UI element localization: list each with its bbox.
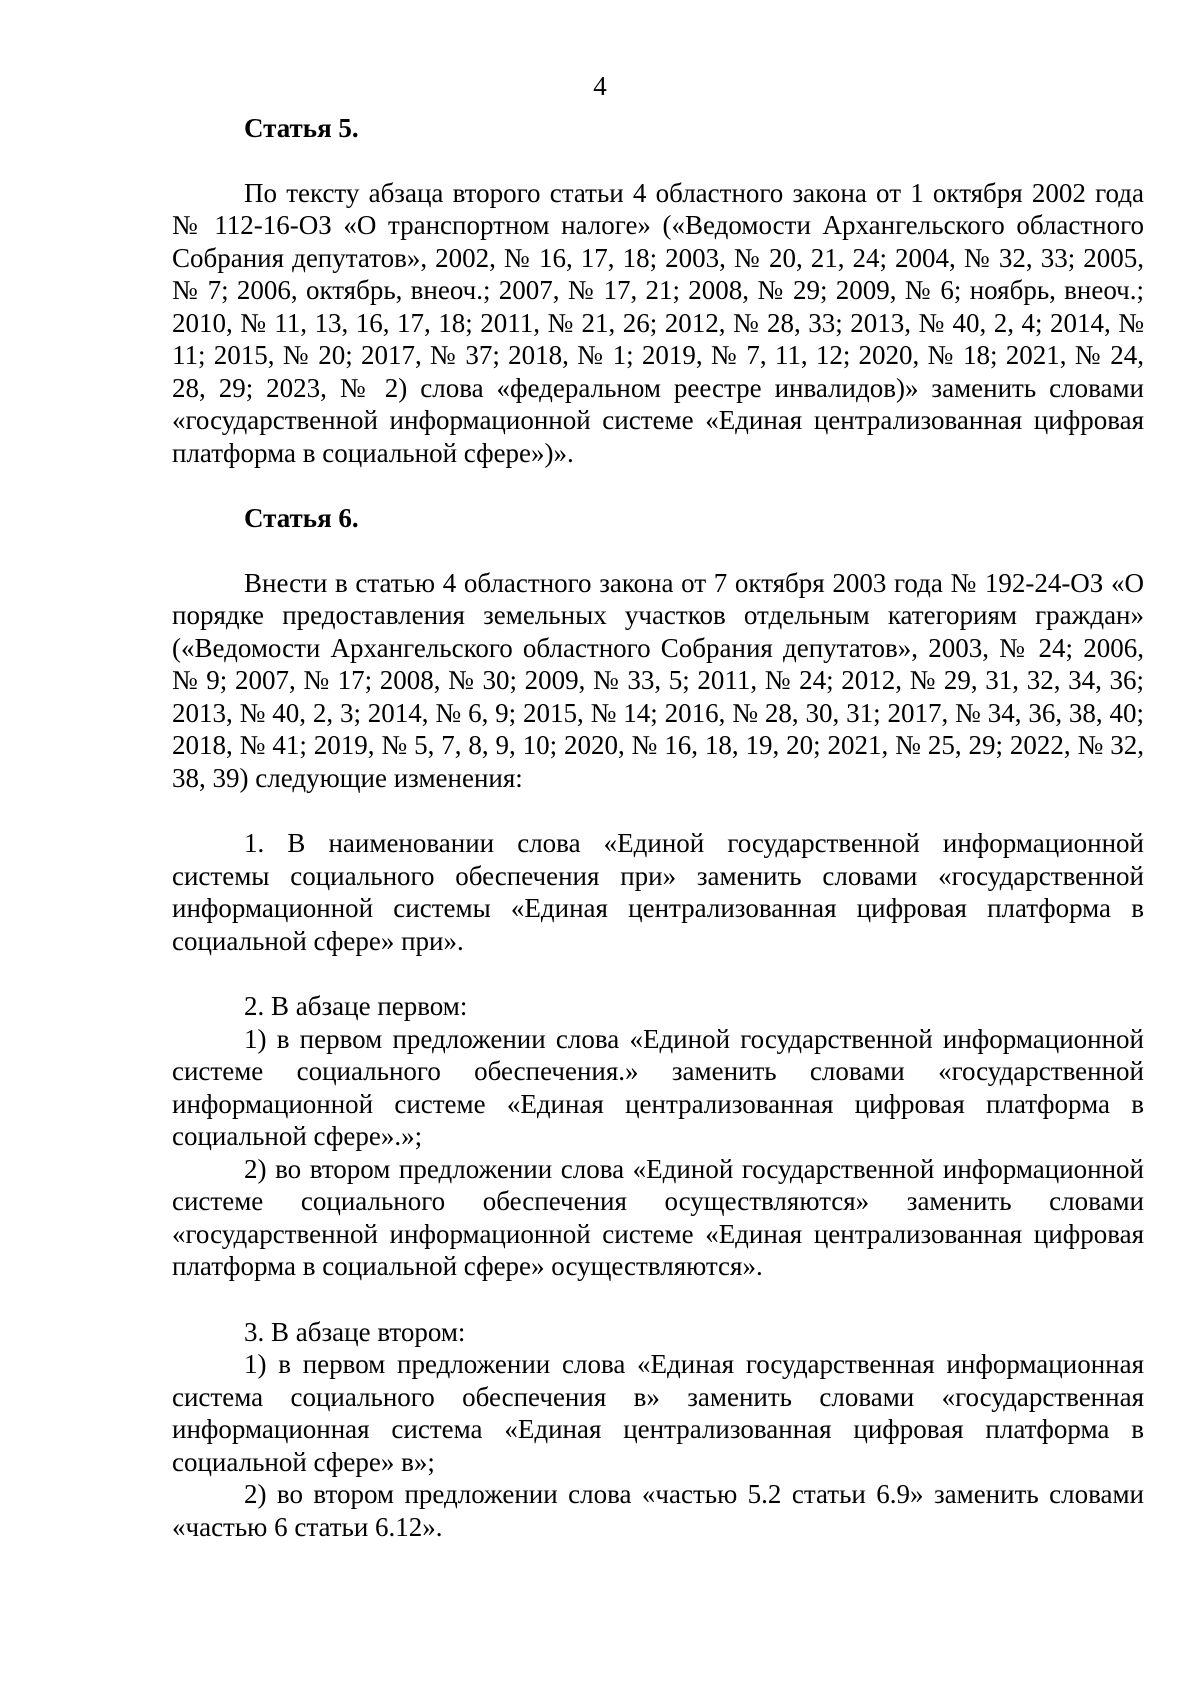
document-body xyxy=(172,112,1144,1543)
article-6-item-3-sub-2: 2) во втором предложении слова «частью 5.2 статьи 6.9» заменить словами «частью 6 статьи 6.12». xyxy=(172,1479,1144,1542)
article-6-item-2-title: 2. В абзаце первом: xyxy=(244,991,468,1021)
article-6-item-3-title: 3. В абзаце втором: xyxy=(244,1316,466,1347)
article-6-intro: Внести в статью 4 областного закона от 7 октября 2003 года № 192-24-ОЗ «О порядке предоставления земельных участков отдельным категориям граждан» («Ведомости Архангельского областного Собрания депутатов», 2003, № 24; 2006, № 9; 2007, № 17; 2008, № 30; 2009, № 33, 5; 2011, № 24; 2012, № 29, 31, 32, 34, 36; 2013, № 40, 2, 3; 2014, № 6, 9; 2015, № 14; 2016, № 28, 30, 31; 2017, № 34, 36, 38, 40; 2018, № 41; 2019, № 5, 7, 8, 9, 10; 2020, № 16, 18, 19, 20; 2021, № 25, 29; 2022, № 32, 38, 39) следующие изменения: xyxy=(172,567,1144,793)
article-6-item-2-sub-1: 1) в первом предложении слова «Единой государственной информационной системе социального обеспечения.» заменить словами «государственной информационной системе «Единая централизованная цифровая платформа в социальной сфере».»; xyxy=(172,1023,1144,1151)
article-5-text: По тексту абзаца второго статьи 4 областного закона от 1 октября 2002 года № 112-16-ОЗ «О транспортном налоге» («Ведомости Архангельского областного Собрания депутатов», 2002, № 16, 17, 18; 2003, № 20, 21, 24; 2004, № 32, 33; 2005, № 7; 2006, октябрь, внеоч.; 2007, № 17, 21; 2008, № 29; 2009, № 6; ноябрь, внеоч.; 2010, № 11, 13, 16, 17, 18; 2011, № 21, 26; 2012, № 28, 33; 2013, № 40, 2, 4; 2014, № 11; 2015, № 20; 2017, № 37; 2018, № 1; 2019, № 7, 11, 12; 2020, № 18; 2021, № 24, 28, 29; 2023, № 2) слова «федеральном реестре инвалидов)» заменить словами «государственной информационной системе «Единая централизованная цифровая платформа в социальной сфере»)». xyxy=(172,177,1144,468)
article-6-item-1: 1. В наименовании слова «Единой государственной информационной системы социального обеспечения при» заменить словами «государственной информационной системы «Единая централизованная цифровая платформа в социальной сфере» при». xyxy=(172,828,1144,956)
article-6-heading: Статья 6. xyxy=(244,503,359,533)
article-5-heading: Статья 5. xyxy=(244,113,359,143)
article-6-item-2-sub-2: 2) во втором предложении слова «Единой государственной информационной системе социального обеспечения осуществляются» заменить словами «государственной информационной системе «Единая централизованная цифровая платформа в социальной сфере» осуществляются». xyxy=(172,1153,1144,1281)
article-6-item-3-sub-1: 1) в первом предложении слова «Единая государственная информационная система социального обеспечения в» заменить словами «государственная информационная система «Единая централизованная цифровая платформа в социальной сфере» в»; xyxy=(172,1349,1144,1477)
page-number: 4 xyxy=(593,71,607,101)
